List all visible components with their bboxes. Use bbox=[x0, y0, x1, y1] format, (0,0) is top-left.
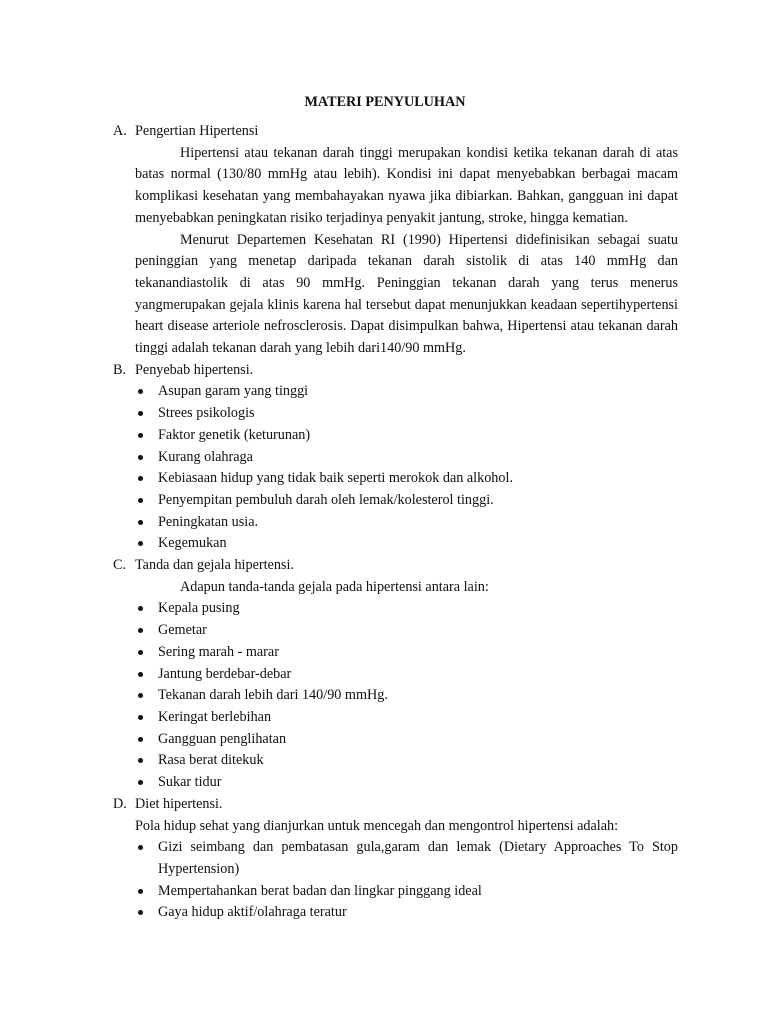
section-a bbox=[113, 121, 678, 360]
list-item-text: Gemetar bbox=[158, 622, 207, 639]
bullet-icon bbox=[138, 889, 143, 894]
bullet-icon bbox=[138, 411, 143, 416]
list-item bbox=[137, 512, 678, 534]
bullet-list bbox=[137, 381, 678, 555]
list-item bbox=[137, 447, 678, 469]
bullet-icon bbox=[138, 498, 143, 503]
bullet-icon bbox=[138, 650, 143, 655]
list-item-text: Gaya hidup aktif/olahraga teratur bbox=[158, 904, 347, 921]
list-item bbox=[137, 707, 678, 729]
list-item bbox=[137, 620, 678, 642]
list-item bbox=[137, 598, 678, 620]
list-item-text: Penyempitan pembuluh darah oleh lemak/kolesterol tinggi. bbox=[158, 491, 494, 508]
list-item bbox=[137, 772, 678, 794]
bullet-icon bbox=[138, 737, 143, 742]
list-item-text: Strees psikologis bbox=[158, 405, 255, 422]
list-item-text: Faktor genetik (keturunan) bbox=[158, 426, 311, 443]
list-item-text: Rasa berat ditekuk bbox=[158, 752, 264, 769]
section-b bbox=[113, 360, 678, 555]
list-item-text: Keringat berlebihan bbox=[158, 708, 272, 725]
section-title: Tanda dan gejala hipertensi. bbox=[135, 557, 294, 574]
bullet-icon bbox=[138, 628, 143, 633]
bullet-icon bbox=[138, 455, 143, 460]
bullet-icon bbox=[138, 910, 143, 915]
list-item bbox=[137, 729, 678, 751]
bullet-icon bbox=[138, 520, 143, 525]
section-heading bbox=[113, 360, 678, 382]
section-d bbox=[113, 794, 678, 924]
document-title: MATERI PENYULUHAN bbox=[304, 94, 466, 110]
section-letter: C. bbox=[113, 557, 127, 574]
section-letter: D. bbox=[113, 795, 127, 812]
section-letter: A. bbox=[113, 123, 127, 139]
list-item bbox=[137, 403, 678, 425]
list-item bbox=[137, 750, 678, 772]
list-item bbox=[137, 533, 678, 555]
section-c bbox=[113, 555, 678, 794]
list-item bbox=[137, 685, 678, 707]
bullet-icon bbox=[138, 389, 143, 394]
bullet-icon bbox=[138, 476, 143, 481]
list-item bbox=[137, 837, 678, 880]
list-item bbox=[137, 642, 678, 664]
bullet-icon bbox=[138, 780, 143, 785]
list-item-text: Sering marah - marar bbox=[158, 643, 279, 660]
document-body bbox=[113, 121, 678, 924]
bullet-icon bbox=[138, 845, 143, 850]
list-item-text: Kepala pusing bbox=[158, 600, 240, 617]
list-item-text: Tekanan darah lebih dari 140/90 mmHg. bbox=[158, 687, 388, 704]
list-item-text: Jantung berdebar-debar bbox=[158, 665, 292, 682]
list-item-text: Asupan garam yang tinggi bbox=[158, 383, 309, 400]
list-item-text: Gizi seimbang dan pembatasan gula,garam dan lemak (Dietary Approaches To Stop Hypertension) bbox=[158, 839, 678, 877]
list-item bbox=[137, 468, 678, 490]
bullet-icon bbox=[138, 606, 143, 611]
list-item-text: Kegemukan bbox=[158, 535, 227, 552]
list-item bbox=[137, 664, 678, 686]
bullet-list bbox=[137, 837, 678, 924]
list-item-text: Kebiasaan hidup yang tidak baik seperti merokok dan alkohol. bbox=[158, 470, 513, 487]
section-heading bbox=[113, 794, 678, 816]
list-item bbox=[137, 902, 678, 924]
section-heading bbox=[113, 555, 678, 577]
section-title: Pengertian Hipertensi bbox=[135, 123, 259, 139]
section-letter: B. bbox=[113, 361, 127, 378]
section-lead: Pola hidup sehat yang dianjurkan untuk mencegah dan mengontrol hipertensi adalah: bbox=[135, 817, 619, 834]
list-item-text: Mempertahankan berat badan dan lingkar pinggang ideal bbox=[158, 882, 482, 899]
section-title: Diet hipertensi. bbox=[135, 795, 223, 812]
list-item-text: Gangguan penglihatan bbox=[158, 730, 287, 747]
bullet-list bbox=[137, 598, 678, 793]
paragraph: Menurut Departemen Kesehatan RI (1990) Hipertensi didefinisikan sebagai suatu peninggian yang menetap daripada tekanan darah sistolik di atas 140 mmHg dan tekanandiastolik di atas 90 mmHg. Peninggian tekanan darah yang terus menerus yangmerupakan gejala klinis karena hal tersebut dapat menunjukkan keadaan sepertihypertensi heart disease arteriole nefrosclerosis. Dapat disimpulkan bahwa, Hipertensi atau tekanan darah tinggi adalah tekanan darah yang lebih dari140/90 mmHg. bbox=[135, 231, 678, 357]
bullet-icon bbox=[138, 693, 143, 698]
list-item bbox=[137, 425, 678, 447]
section-heading bbox=[113, 121, 678, 143]
list-item bbox=[137, 490, 678, 512]
bullet-icon bbox=[138, 715, 143, 720]
list-item-text: Peningkatan usia. bbox=[158, 513, 259, 530]
list-item-text: Kurang olahraga bbox=[158, 448, 253, 465]
section-lead: Adapun tanda-tanda gejala pada hipertensi antara lain: bbox=[180, 578, 489, 595]
list-item bbox=[137, 881, 678, 903]
bullet-icon bbox=[138, 433, 143, 438]
list-item bbox=[137, 381, 678, 403]
bullet-icon bbox=[138, 758, 143, 763]
bullet-icon bbox=[138, 541, 143, 546]
section-title: Penyebab hipertensi. bbox=[135, 361, 254, 378]
list-item-text: Sukar tidur bbox=[158, 774, 222, 791]
paragraph: Hipertensi atau tekanan darah tinggi merupakan kondisi ketika tekanan darah di atas batas normal (130/80 mmHg atau lebih). Kondisi ini dapat menyebabkan berbagai macam komplikasi kesehatan yang membahayakan nyawa jika dibiarkan. Bahkan, gangguan ini dapat menyebabkan peningkatan risiko terjadinya penyakit jantung, stroke, hingga kematian. bbox=[135, 144, 678, 226]
bullet-icon bbox=[138, 672, 143, 677]
